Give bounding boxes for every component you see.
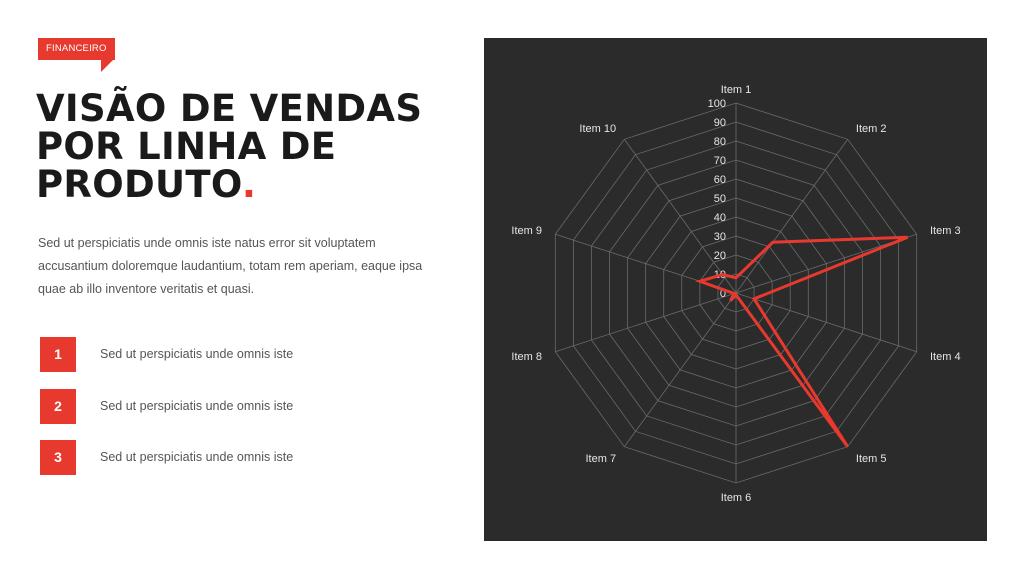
category-label: Item 1 bbox=[720, 84, 752, 96]
list-item-text: Sed ut perspiciatis unde omnis iste bbox=[100, 347, 294, 361]
grid-spoke bbox=[736, 139, 848, 293]
list-item bbox=[40, 337, 440, 372]
list-item-text: Sed ut perspiciatis unde omnis iste bbox=[100, 399, 294, 413]
title-line-3 bbox=[36, 163, 456, 206]
category-label: Item 10 bbox=[579, 122, 617, 135]
radar-chart bbox=[484, 38, 987, 541]
radial-tick-label: 30 bbox=[713, 231, 726, 243]
category-label: Item 4 bbox=[930, 351, 961, 364]
title-line-2: POR LINHA DE bbox=[36, 125, 337, 168]
page-title bbox=[36, 87, 456, 206]
list-number-badge: 1 bbox=[40, 337, 76, 372]
title-dot: . bbox=[241, 163, 257, 206]
category-label: Item 9 bbox=[511, 224, 542, 237]
radial-tick-label: 70 bbox=[713, 155, 726, 167]
radial-tick-label: 10 bbox=[713, 269, 726, 281]
category-label: Item 8 bbox=[511, 351, 542, 364]
title-line-3-text: PRODUTO bbox=[36, 163, 242, 206]
list-item bbox=[40, 440, 440, 475]
radial-tick-label: 40 bbox=[713, 212, 726, 224]
radial-tick-label: 20 bbox=[713, 250, 726, 262]
radial-tick-label: 80 bbox=[713, 136, 726, 148]
list-item bbox=[40, 389, 440, 424]
category-label: Item 3 bbox=[930, 224, 961, 237]
series-line bbox=[700, 237, 908, 446]
category-label: Item 7 bbox=[585, 453, 617, 466]
description: Sed ut perspiciatis unde omnis iste natus error sit voluptatem accusantium doloremque laudantium, totam rem aperiam, eaque ipsa quae ab illo inventore veritatis et quasi. bbox=[38, 236, 423, 296]
category-label: Item 5 bbox=[855, 453, 887, 466]
category-label: Item 6 bbox=[720, 492, 752, 504]
grid-spoke bbox=[624, 293, 736, 447]
radial-tick-label: 0 bbox=[719, 288, 726, 300]
radial-tick-label: 50 bbox=[713, 193, 726, 205]
category-label: Item 2 bbox=[855, 122, 887, 135]
radial-tick-label: 60 bbox=[713, 174, 726, 186]
list-number-badge: 2 bbox=[40, 389, 76, 424]
chart-panel bbox=[484, 38, 987, 541]
radial-tick-label: 90 bbox=[713, 117, 726, 129]
list-number-badge: 3 bbox=[40, 440, 76, 475]
category-tag-tail bbox=[101, 60, 113, 72]
category-tag: FINANCEIRO bbox=[38, 38, 115, 60]
list-item-text: Sed ut perspiciatis unde omnis iste bbox=[100, 450, 294, 464]
title-line-1: VISÃO DE VENDAS bbox=[36, 87, 423, 130]
radial-tick-label: 100 bbox=[707, 98, 726, 110]
